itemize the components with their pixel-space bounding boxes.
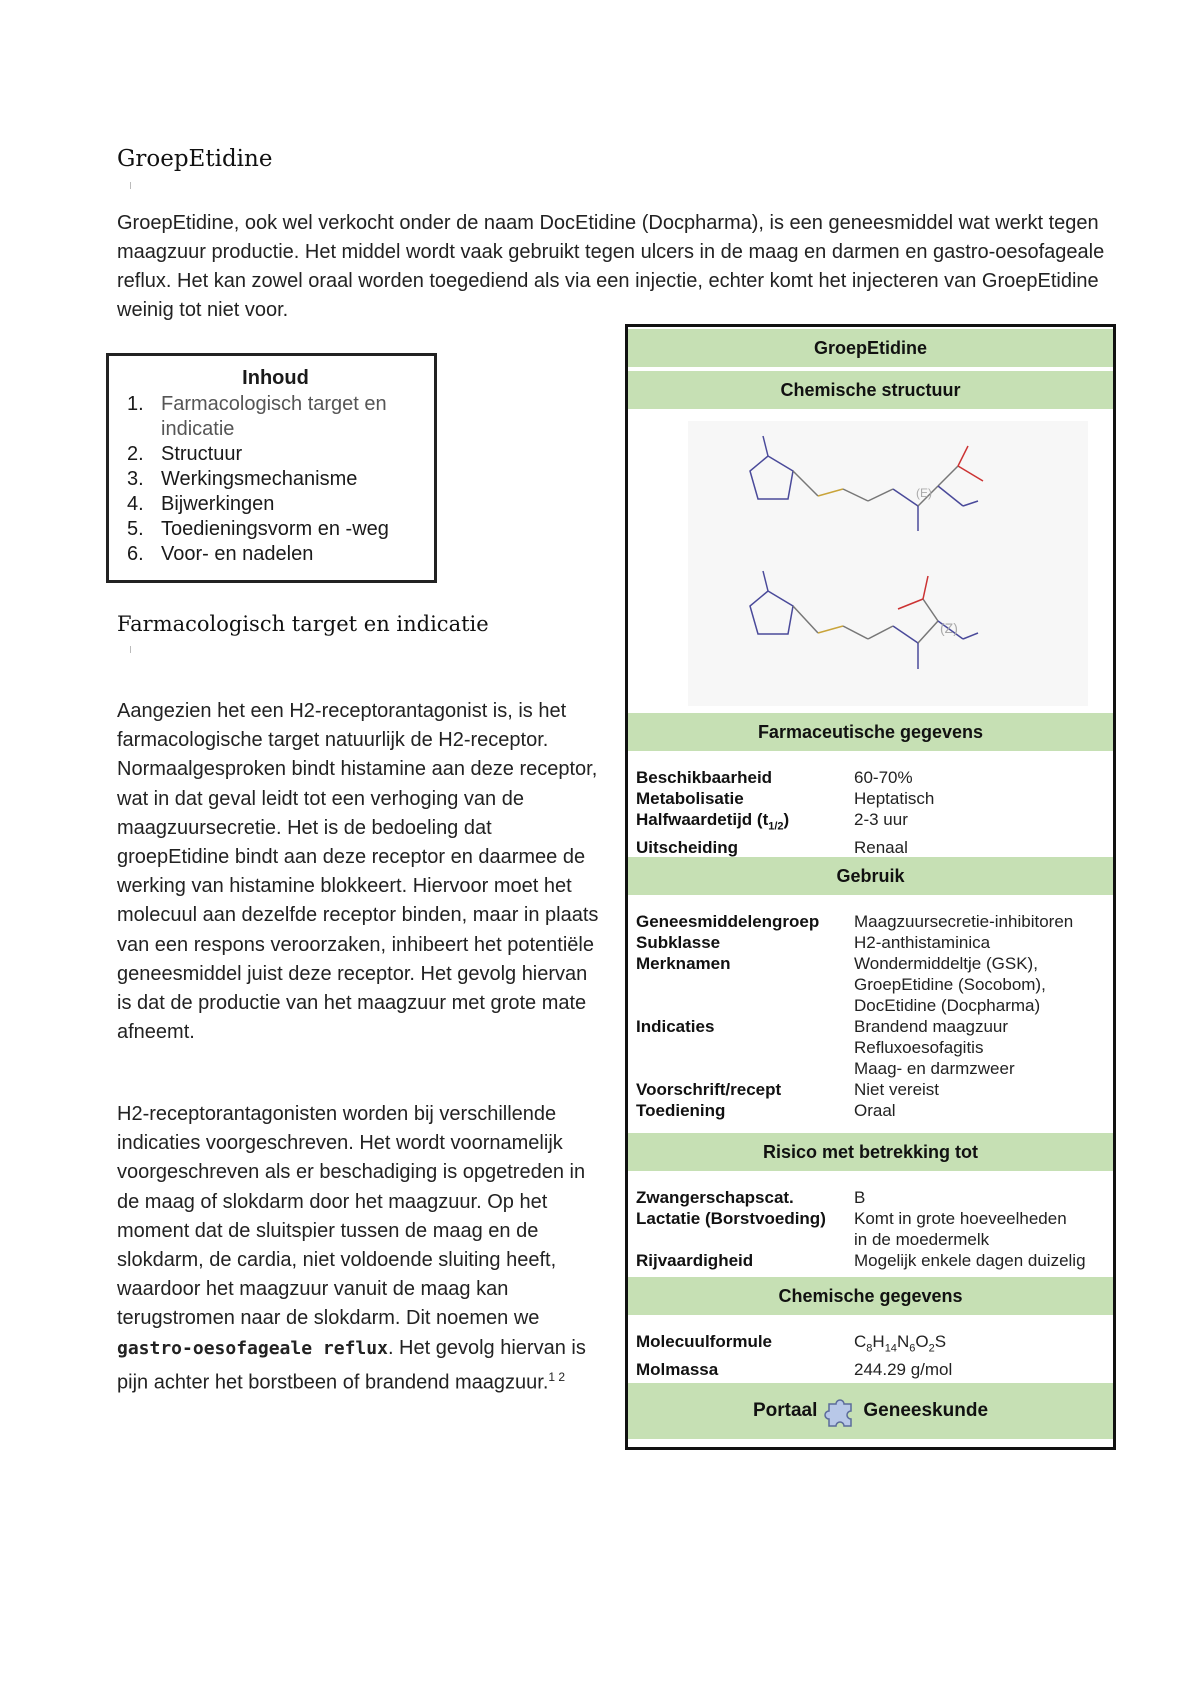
toc-item[interactable]: 3. Werkingsmechanisme <box>127 468 358 490</box>
structure-image <box>628 411 1113 711</box>
puzzle-icon <box>823 1394 857 1428</box>
portal-link[interactable]: Portaal Geneeskunde <box>628 1383 1113 1439</box>
chemical-structure <box>628 411 1113 711</box>
use-header: Gebruik <box>628 855 1113 897</box>
risk-header: Risico met betrekking tot <box>628 1131 1113 1173</box>
isomer-label-z: (Z) <box>940 620 958 636</box>
isomer-label-e: (E) <box>916 486 932 500</box>
page-title: GroepEtidine <box>117 146 273 172</box>
heading-marker <box>130 646 131 653</box>
toc-item[interactable]: 1. Farmacologisch target en indicatie <box>127 393 387 440</box>
pharma-rows: Beschikbaarheid 60-70% Metabolisatie Heptatisch Halfwaardetijd $(t_{1/2})$ 2-3 uur Uitscheiding Renaal <box>636 768 935 858</box>
intro-paragraph: GroepEtidine, ook wel verkocht onder de naam DocEtidine (Docpharma), is een geneesmiddel wat werkt tegen maagzuur productie. Het middel wordt vaak gebruikt tegen ulcers in de maag en darmen en gastro-oesofageale reflux. Het kan zowel oraal worden toegediend als via een injectie, echter komt het injecteren van GroepEtidine weinig tot niet voor. <box>117 212 1105 321</box>
toc-item[interactable]: 6. Voor- en nadelen <box>127 543 314 565</box>
chem-header: Chemische gegevens <box>628 1275 1113 1317</box>
use-rows: Geneesmiddelengroep Maagzuursecretie-inhibitoren Subklasse H2-anthistaminica Merknamen Wondermiddeltje (GSK), GroepEtidine (Socobom), DocEtidine (Docpharma) Indicaties Brandend maagzuur Refluxoesofagitis Maag- en darmzweer Voorschrift/recept Niet vereist Toediening Oraal <box>636 912 1074 1120</box>
toc-item[interactable]: 5. Toedieningsvorm en -weg <box>127 518 389 540</box>
molecular-formula: $C_8H_{14}N_6O_2S$ <box>854 1332 947 1355</box>
toc-item[interactable]: 2. Structuur <box>127 443 243 465</box>
risk-rows: Zwangerschapscat. B Lactatie (Borstvoeding) Komt in grote hoeveelheden in de moedermelk Rijvaardigheid Mogelijk enkele dagen duizelig <box>636 1188 1086 1270</box>
table-of-contents <box>106 353 437 583</box>
body-paragraph-1: Aangezien het een H2-receptorantagonist is, is het farmacologische target natuurlijk de H2-receptor. Normaalgesproken bindt histamine aan deze receptor, wat in dat geval leidt tot een verhoging van de maagzuursecretie. Het is de bedoeling dat groepEtidine bindt aan deze receptor en daarmee de werking van histamine blokkeert. Hiervoor moet het molecuul aan dezelfde receptor binden, maar in plaats van een respons veroorzaken, inhibeert het potentiële geneesmiddel juist deze receptor. Het gevolg hiervan is dat de productie van het maagzuur met grote mate afneemt. <box>117 700 599 1044</box>
chem-rows: Molecuulformule $C_8H_{14}N_6O_2S$ Molmassa 244.29 g/mol <box>628 1317 1113 1383</box>
footnote-ref[interactable]: 1 2 <box>548 1369 566 1384</box>
structure-header: Chemische structuur <box>628 369 1113 411</box>
drug-infobox <box>625 324 1116 1450</box>
pharma-header: Farmaceutische gegevens <box>628 711 1113 753</box>
bold-term: gastro-oesofageale reflux <box>117 1337 388 1359</box>
body-paragraph-2: H2-receptorantagonisten worden bij verschillende indicaties voorgeschreven. Het wordt voornamelijk voorgeschreven als er beschadiging is opgetreden in de maag of slokdarm door het maagzuur. Op het moment dat de sluitspier tussen de maag en de slokdarm, de cardia, niet voldoende sluiting heeft, waardoor het maagzuur vanuit de maag kan terugstromen naar de slokdarm. Dit noemen we gastro-oesofageale reflux. Het gevolg hiervan is pijn achter het borstbeen of brandend maagzuur.$^{1 2}$ <box>117 1103 586 1394</box>
toc-item[interactable]: 4. Bijwerkingen <box>127 493 275 515</box>
infobox-title: GroepEtidine <box>628 327 1113 369</box>
heading-marker <box>130 182 131 189</box>
section-title: Farmacologisch target en indicatie <box>117 612 489 636</box>
toc-title: Inhoud <box>242 367 309 389</box>
